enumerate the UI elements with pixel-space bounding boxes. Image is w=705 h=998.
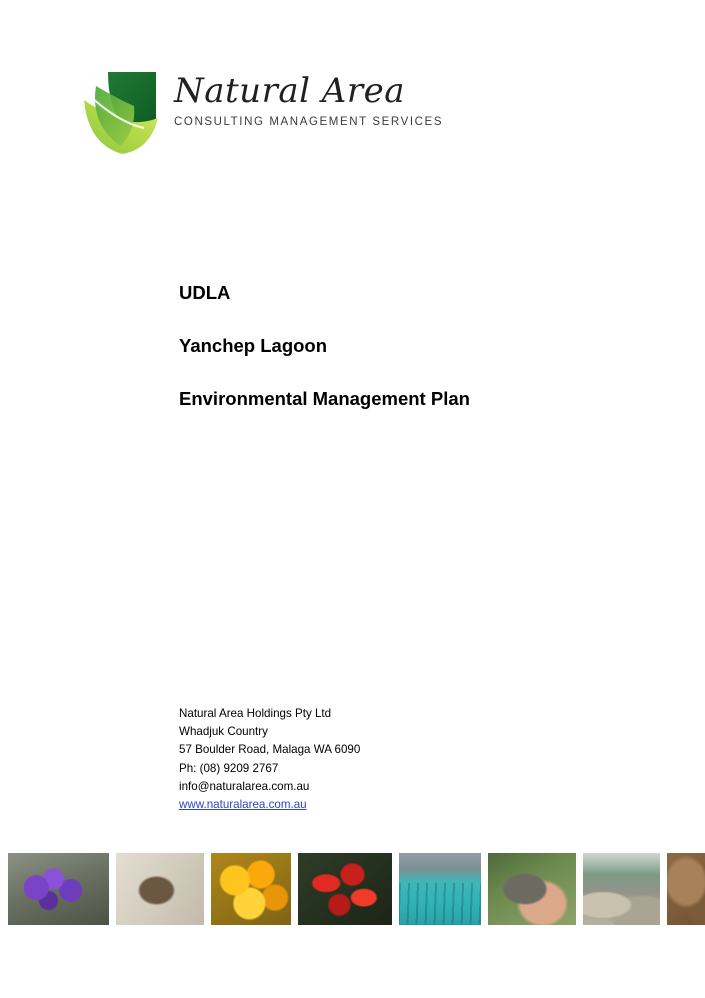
address-country: Whadjuk Country [179,725,268,739]
company-address-block [179,705,539,814]
logo-subtitle: CONSULTING MANAGEMENT SERVICES [174,115,444,128]
green-leaf-logo-icon [78,66,166,158]
yellow-flowers-photo [211,853,291,925]
logo-title: Natural Area [174,71,405,111]
logo-wordmark [174,71,444,128]
red-flowers-photo [298,853,392,925]
document-title-block [179,282,619,442]
address-company: Natural Area Holdings Pty Ltd [179,707,332,720]
sandy-ground-photo [116,853,204,925]
address-phone: Ph: (08) 9209 2767 [179,761,279,775]
address-street: 57 Boulder Road, Malaga WA 6090 [179,743,361,757]
address-email: info@naturalarea.com.au [179,779,310,793]
hand-holding-rock-photo [488,853,576,925]
title-line-document: Environmental Management Plan [179,388,470,410]
brown-soil-photo [667,853,705,925]
title-line-location: Yanchep Lagoon [179,335,328,357]
turquoise-wetland-photo [399,853,481,925]
footer-photo-strip [8,853,698,925]
purple-flowers-photo [8,853,109,925]
title-line-client: UDLA [179,282,231,303]
coastal-cliff-photo [583,853,660,925]
website-link[interactable]: www.naturalarea.com.au [179,798,307,812]
company-logo [78,66,444,158]
